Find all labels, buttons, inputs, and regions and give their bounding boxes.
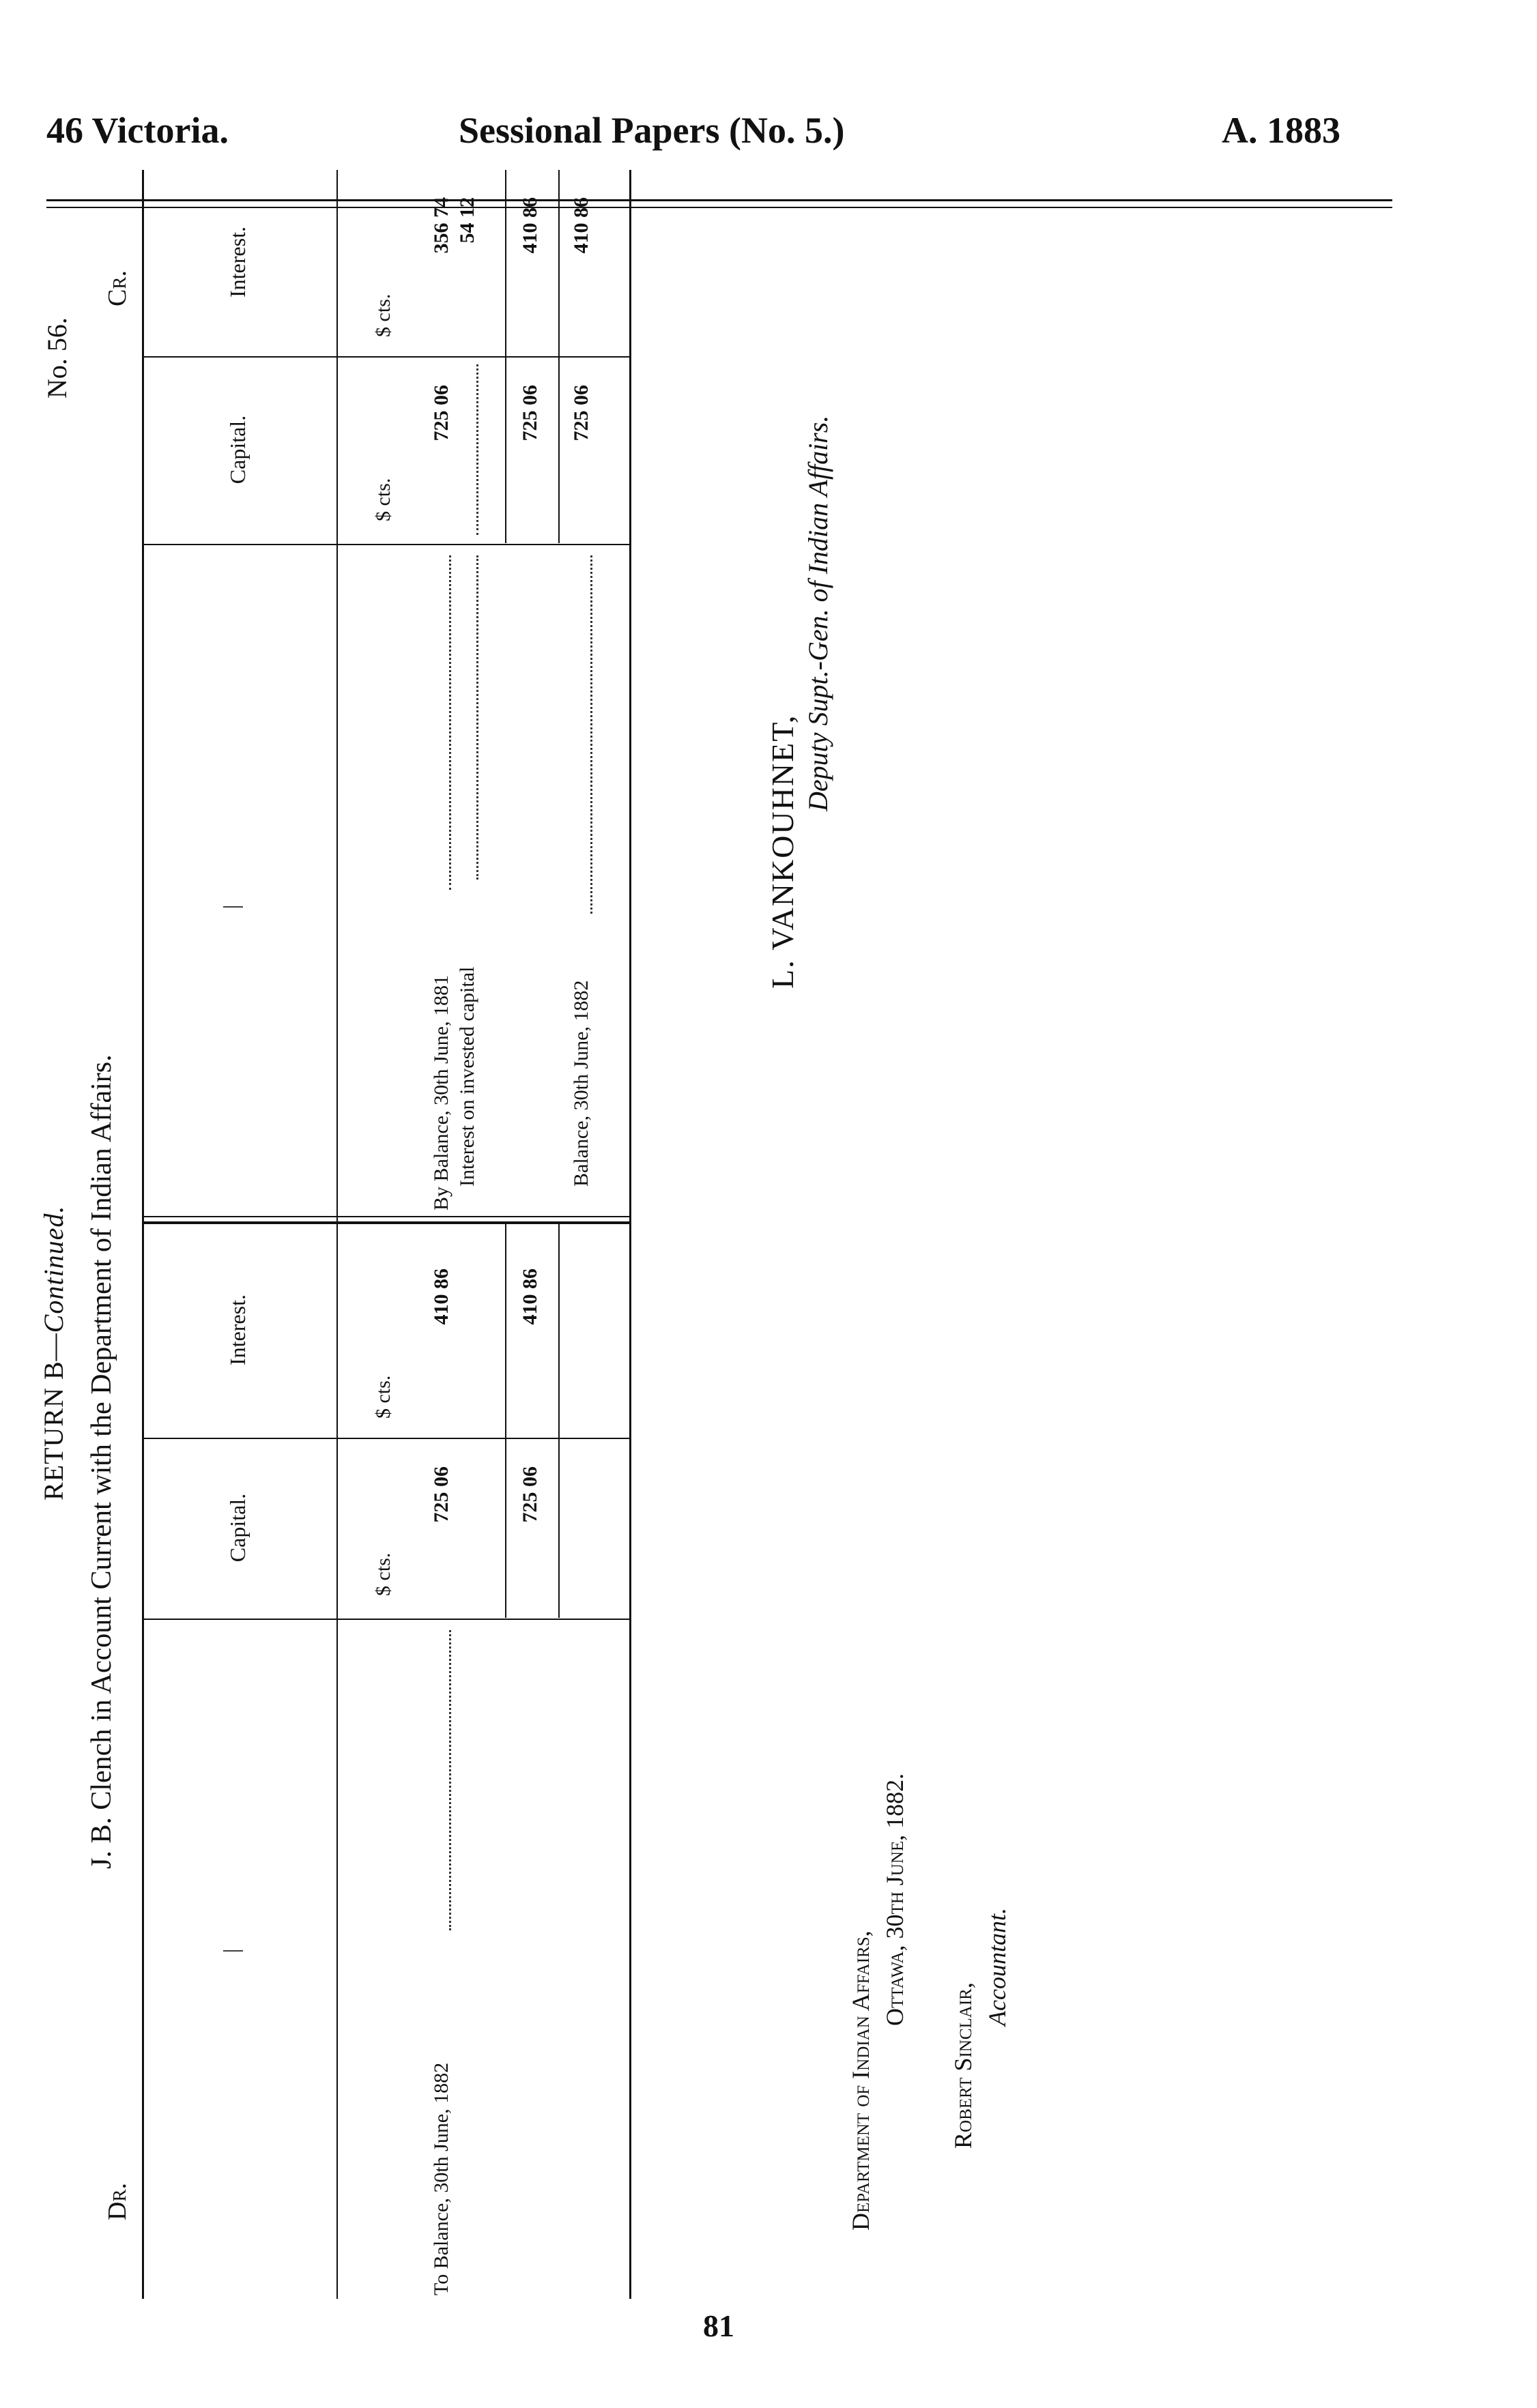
table-top-rule	[142, 170, 144, 2299]
debit-leader-dots	[449, 1630, 451, 1930]
header-sessional-papers: Sessional Papers (No. 5.)	[459, 110, 845, 151]
credit-entry2-dots	[476, 555, 478, 880]
debit-total-interest: 410 86	[519, 1268, 541, 1325]
debit-entry-capital: 725 06	[430, 1466, 453, 1523]
credit-entry2-label: Interest on invested capital	[456, 966, 478, 1187]
table-center-divider-2	[142, 1216, 630, 1217]
credit-capital-interest-divider	[142, 356, 630, 358]
return-title-text: RETURN B—	[38, 1333, 69, 1500]
debit-interest-header: Interest.	[225, 1294, 250, 1365]
credit-total-rule	[505, 170, 506, 543]
credit-closing-capital: 725 06	[570, 385, 592, 441]
credit-closing-dots	[590, 555, 592, 914]
doc-number: No. 56.	[42, 317, 72, 398]
credit-desc-capital-divider	[142, 544, 630, 545]
credit-total-rule-bottom	[558, 170, 560, 543]
credit-description-dash: |	[218, 904, 243, 910]
debit-entry-label: To Balance, 30th June, 1882	[430, 2062, 453, 2295]
header-rule-under-columns	[336, 170, 338, 2299]
cr-label: Cr.	[103, 270, 132, 306]
page-number: 81	[703, 2308, 734, 2343]
credit-entry1-label: By Balance, 30th June, 1881	[430, 975, 453, 1210]
debit-capital-units: $ cts.	[372, 1552, 394, 1596]
header-year: A. 1883	[1222, 110, 1340, 151]
debit-capital-header: Capital.	[225, 1493, 250, 1563]
debit-entry-interest: 410 86	[430, 1268, 453, 1325]
credit-interest-units: $ cts.	[372, 293, 394, 337]
accountant-name: Robert Sinclair,	[949, 1982, 977, 2149]
credit-interest-header: Interest.	[225, 227, 250, 298]
return-title	[38, 1206, 70, 1500]
credit-closing-interest: 410 86	[570, 197, 592, 254]
return-continued: Continued.	[38, 1205, 69, 1333]
table-bottom-rule	[629, 170, 631, 2299]
debit-total-rule-bottom	[558, 1222, 560, 1618]
department-name: Department of Indian Affairs,	[847, 1930, 874, 2231]
credit-entry2-capital-dots	[476, 364, 478, 535]
signature-name: L. VANKOUHNET,	[765, 714, 800, 989]
department-date: Ottawa, 30th June, 1882.	[881, 1773, 908, 2026]
credit-capital-header: Capital.	[225, 415, 250, 484]
credit-entry2-interest: 54 12	[456, 197, 478, 244]
credit-capital-units: $ cts.	[372, 478, 394, 521]
debit-total-rule	[505, 1222, 506, 1618]
credit-entry1-capital: 725 06	[430, 385, 453, 441]
credit-total-capital: 725 06	[519, 385, 541, 441]
credit-closing-label: Balance, 30th June, 1882	[570, 980, 592, 1187]
debit-desc-capital-divider	[142, 1619, 630, 1620]
account-title: J. B. Clench in Account Current with the Department of Indian Affairs.	[86, 1054, 117, 1869]
credit-entry1-interest: 356 74	[430, 197, 453, 254]
debit-total-capital: 725 06	[519, 1466, 541, 1523]
debit-capital-interest-divider	[142, 1438, 630, 1439]
signature-title: Deputy Supt.-Gen. of Indian Affairs.	[803, 415, 833, 811]
table-center-divider	[142, 1221, 630, 1224]
debit-description-dash: |	[218, 1948, 243, 1954]
dr-label: Dr.	[103, 2183, 132, 2220]
credit-total-interest: 410 86	[519, 197, 541, 254]
debit-interest-units: $ cts.	[372, 1375, 394, 1419]
credit-entry1-dots	[449, 555, 451, 890]
accountant-title: Accountant.	[983, 1908, 1011, 2026]
header-session: 46 Victoria.	[46, 110, 229, 151]
